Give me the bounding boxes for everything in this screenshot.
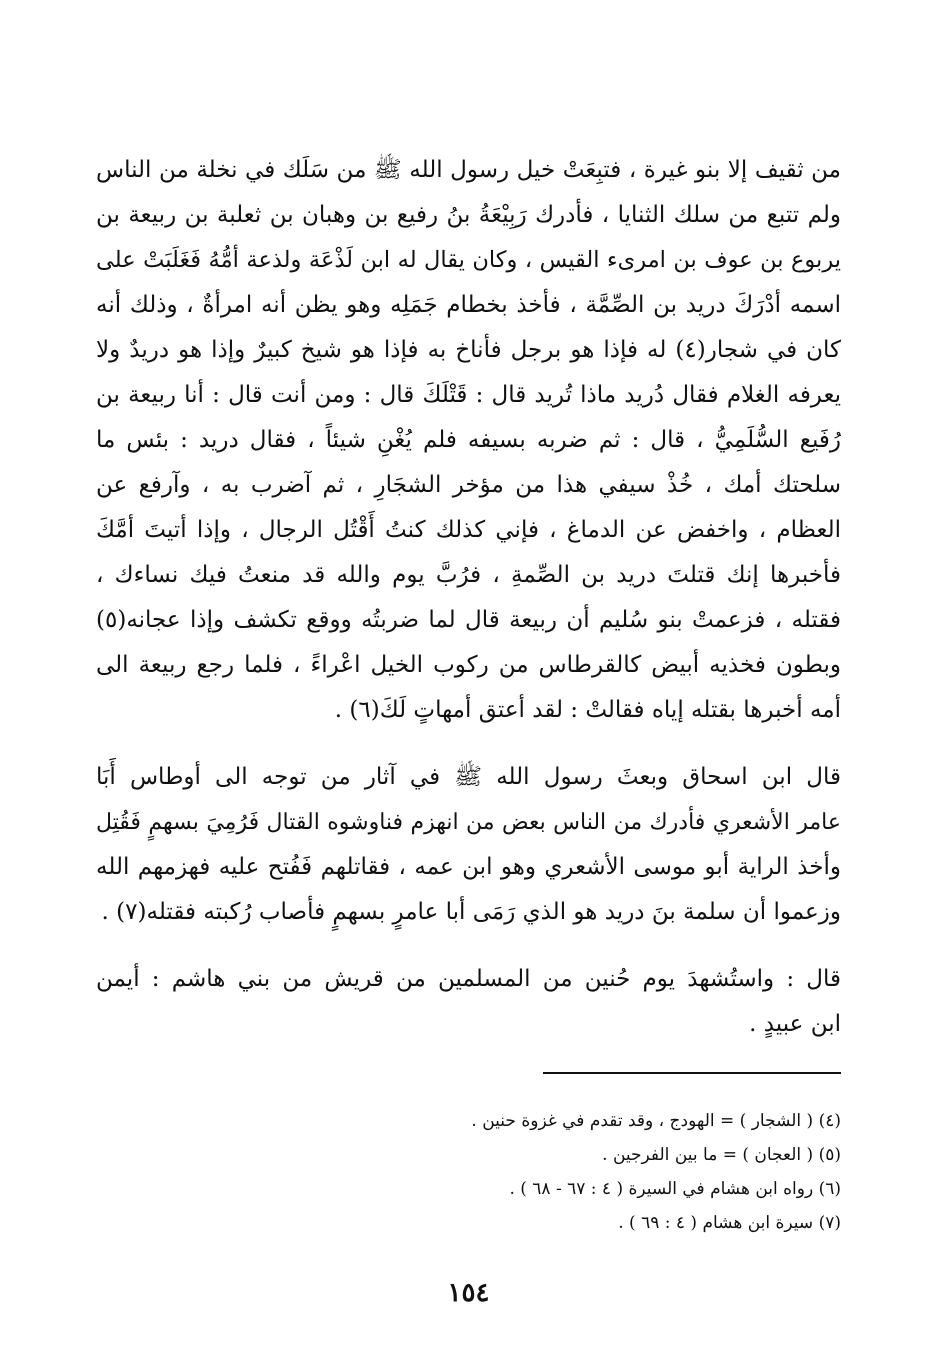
- text-line: قال : واستُشهدَ يوم حُنين من المسلمين من قريش من بني هاشم : أيمن: [96, 966, 841, 992]
- text-line: أمه أخبرها بقتله إياه فقالتْ : لقد أعتق أمهاتٍ لَكَ(٦) .: [334, 697, 841, 723]
- text-line: يربوع بن عوف بن امرىء القيس ، وكان يقال له ابن لَذْعَة ولذعة أمُّهُ فَغَلَبَتْ على: [96, 247, 841, 273]
- footnote-divider: [543, 1072, 841, 1074]
- text-line: ولم تتبع من سلك الثنايا ، فأدرك رَبِيْعَةُ بنُ رفيع بن وهبان بن ثعلبة بن ربيعة بن: [96, 202, 841, 228]
- footnote-6: (٦) رواه ابن هشام في السيرة ( ٤ : ٦٧ - ٦٨ ) .: [509, 1179, 841, 1199]
- text-line: يعرفه الغلام فقال دُريد ماذا تُريد قال : قَتْلَكَ قال : ومن أنت قال : أنا ربيعة بن: [96, 382, 841, 408]
- text-line: وأخذ الراية أبو موسى الأشعري وهو ابن عمه ، فقاتلهم فَفُتح عليه فهزمهم الله: [96, 854, 841, 880]
- paragraph-gap: [96, 733, 841, 755]
- text-line: سلحتك أمك ، خُذْ سيفي هذا من مؤخر الشجَارِ ، ثم آضرب به ، وآرفع عن: [96, 472, 841, 498]
- text-line: اسمه أدْرَكَ دريد بن الصِّمَّة ، فأخذ بخطام جَمَلِه وهو يظن أنه امرأةٌ ، وذلك أنه: [96, 292, 841, 318]
- footnote-4: (٤) ( الشجار ) = الهودج ، وقد تقدم في غزوة حنين .: [471, 1111, 841, 1131]
- text-line: قال ابن اسحاق وبعثَ رسول الله ﷺ في آثار من توجه الى أوطاس أَبَا: [96, 764, 841, 790]
- main-text: [96, 148, 841, 1047]
- footnote-5: (٥) ( العجان ) = ما بين الفرجين .: [602, 1145, 841, 1165]
- text-line: رُفَيع السُّلَمِيُّ ، قال : ثم ضربه بسيفه فلم يُغْنِ شيئاً ، فقال دريد : بئس ما: [96, 427, 841, 453]
- footnote-7: (٧) سيرة ابن هشام ( ٤ : ٦٩ ) .: [618, 1213, 841, 1233]
- text-line: فقتله ، فزعمتْ بنو سُليم أن ربيعة قال لما ضربتُه ووقع تكشف وإذا عجانه(٥): [96, 607, 841, 633]
- text-line: العظام ، واخفض عن الدماغ ، فإني كذلك كنتُ أَقْتُل الرجال ، وإذا أتيتَ أمَّكَ: [96, 517, 841, 543]
- page-number: ١٥٤: [447, 1278, 490, 1308]
- text-line: من ثقيف إلا بنو غيرة ، فتبِعَتْ خيل رسول الله ﷺ من سَلَك في نخلة من الناس: [96, 157, 841, 183]
- paragraph-3: [96, 957, 841, 1047]
- footnotes: [300, 1104, 841, 1240]
- paragraph-gap: [96, 935, 841, 957]
- text-line: وزعموا أن سلمة بنَ دريد هو الذي رَمَى أبا عامرٍ بسهمٍ فأصاب رُكبته فقتله(٧) .: [101, 899, 841, 925]
- text-line: فأخبرها إنك قتلتَ دريد بن الصِّمةِ ، فرُبَّ يوم والله قد منعتُ فيك نساءك ،: [96, 562, 841, 588]
- text-line: عامر الأشعري فأدرك من الناس بعض من انهزم فناوشوه القتال فَرُمِيَ بسهمٍ فَقُتِل: [96, 810, 841, 835]
- text-line: ابن عبيدٍ .: [749, 1011, 841, 1037]
- text-line: كان في شجار(٤) له فإذا هو برجل فأناخ به فإذا هو شيخ كبيرٌ وإذا هو دريدٌ ولا: [96, 337, 841, 363]
- paragraph-1: [96, 148, 841, 733]
- paragraph-2: [96, 755, 841, 935]
- text-line: وبطون فخذيه أبيض كالقرطاس من ركوب الخيل اعْراءً ، فلما رجع ربيعة الى: [96, 652, 841, 678]
